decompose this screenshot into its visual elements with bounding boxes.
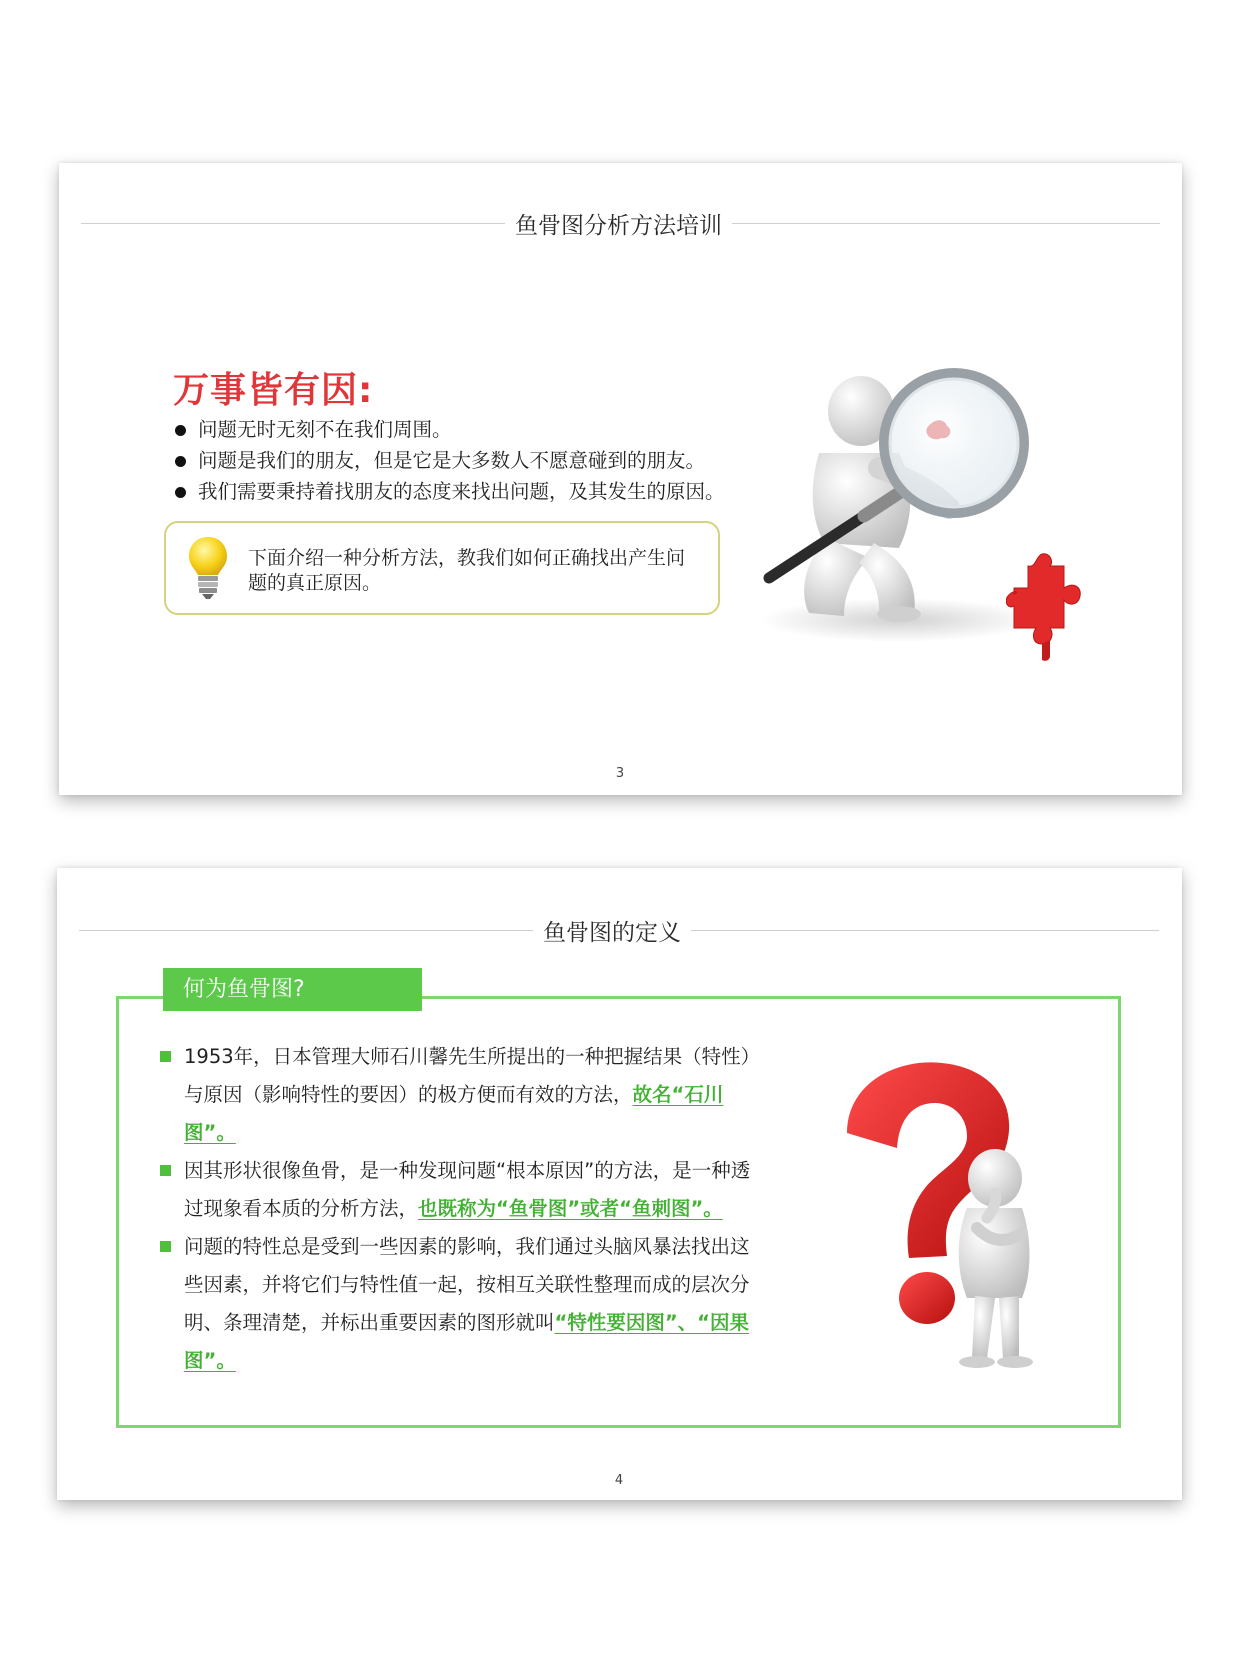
bullet-item: 我们需要秉持着找朋友的态度来找出问题，及其发生的原因。 bbox=[173, 476, 725, 507]
slide-title: 鱼骨图的定义 bbox=[533, 914, 691, 947]
definition-tag: 何为鱼骨图? bbox=[163, 968, 422, 1011]
definition-list bbox=[160, 1038, 760, 1380]
bullet-item: 问题无时无刻不在我们周围。 bbox=[173, 414, 725, 445]
definition-item bbox=[160, 1152, 760, 1228]
slide-3 bbox=[59, 163, 1182, 795]
definition-text: 因其形状很像鱼骨，是一种发现问题“根本原因”的方法，是一种透过现象看本质的分析方法， bbox=[184, 1159, 751, 1220]
lightbulb-icon bbox=[186, 535, 230, 601]
puzzle-piece-icon bbox=[1006, 548, 1086, 668]
definition-highlight: 故名“石川图”。 bbox=[184, 1083, 724, 1144]
page-number: 4 bbox=[614, 1473, 624, 1488]
definition-highlight: 也既称为“鱼骨图”或者“鱼刺图”。 bbox=[418, 1197, 723, 1220]
bullet-list bbox=[173, 414, 725, 507]
definition-text: 1953年，日本管理大师石川馨先生所提出的一种把握结果（特性）与原因（影响特性的要因）的极方便而有效的方法， bbox=[184, 1045, 751, 1106]
slide-4 bbox=[57, 868, 1182, 1500]
page-number: 3 bbox=[615, 766, 625, 781]
tip-text: 下面介绍一种分析方法，教我们如何正确找出产生问题的真正原因。 bbox=[248, 547, 686, 594]
tip-callout bbox=[164, 521, 720, 615]
slide-title: 鱼骨图分析方法培训 bbox=[505, 207, 732, 240]
definition-text: 问题的特性总是受到一些因素的影响，我们通过头脑风暴法找出这些因素，并将它们与特性值一起，按相互关联性整理而成的层次分明、条理清楚，并标出重要因素的图形就叫 bbox=[184, 1235, 750, 1334]
bullet-item: 问题是我们的朋友，但是它是大多数人不愿意碰到的朋友。 bbox=[173, 445, 725, 476]
definition-item bbox=[160, 1228, 760, 1380]
definition-item bbox=[160, 1038, 760, 1152]
definition-highlight: “特性要因图”、“因果图”。 bbox=[184, 1311, 749, 1372]
section-heading: 万事皆有因: bbox=[173, 370, 374, 411]
question-mark-figure-illustration bbox=[827, 1058, 1067, 1388]
